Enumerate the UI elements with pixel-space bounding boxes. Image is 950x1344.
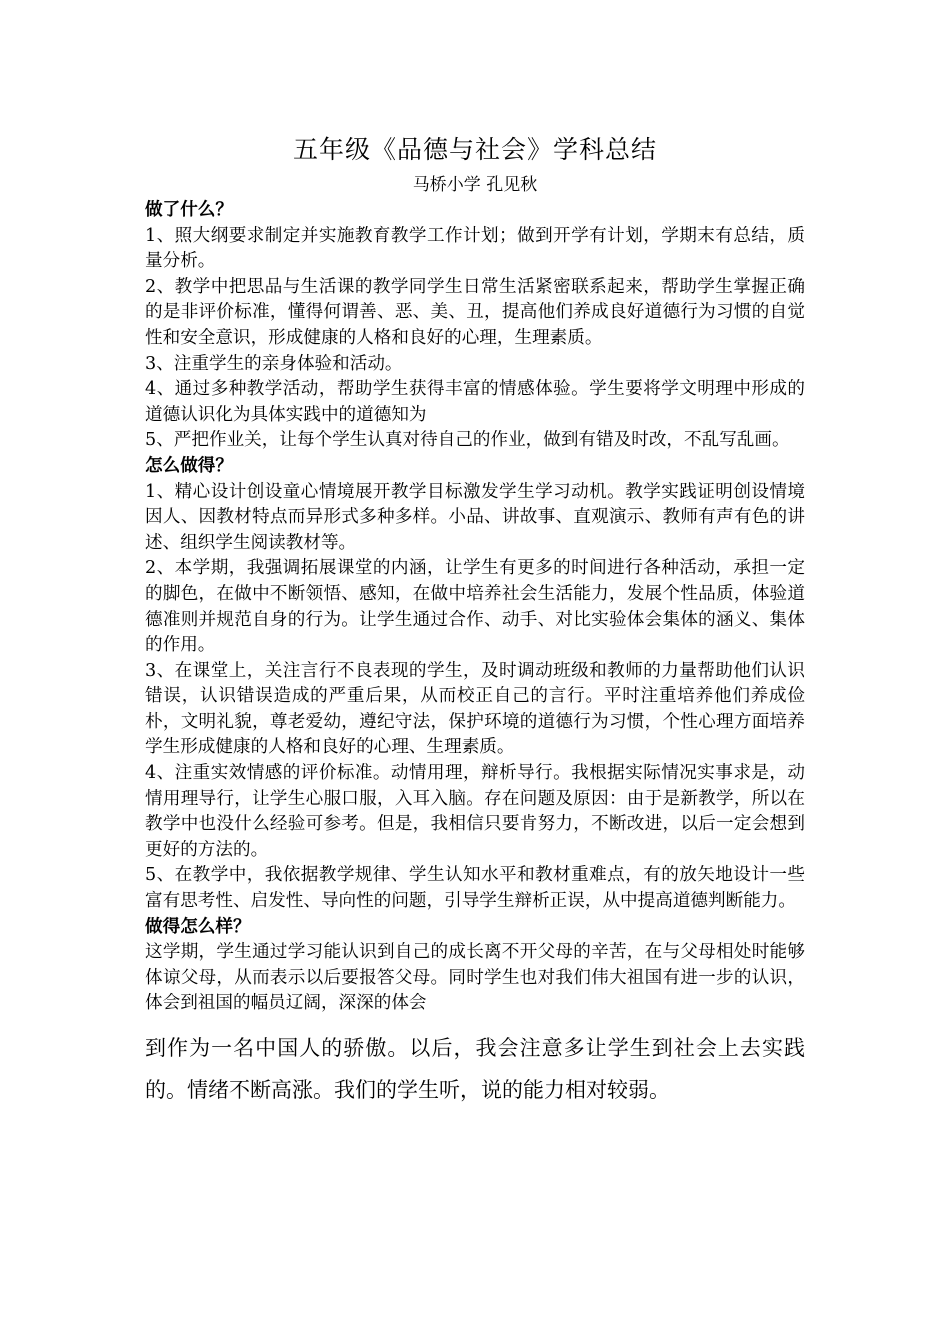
section-heading-how: 怎么做得？	[145, 455, 233, 476]
paragraph: 1、照大纲要求制定并实施教育教学工作计划；做到开学有计划，学期末有总结，质量分析。	[145, 225, 805, 272]
section-heading-results: 做得怎么样？	[145, 916, 251, 937]
document-body	[145, 198, 805, 1111]
paragraph: 4、通过多种教学活动，帮助学生获得丰富的情感体验。学生要将学文明理中形成的道德认识化为具体实践中的道德知为	[145, 379, 805, 425]
document-author: 马桥小学 孔见秋	[412, 175, 538, 195]
document-title: 五年级《品德与社会》学科总结	[292, 135, 657, 164]
closing-paragraph: 到作为一名中国人的骄傲。以后，我会注意多让学生到社会上去实践的。情绪不断高涨。我们的学生听，说的能力相对较弱。	[145, 1036, 805, 1102]
paragraph: 2、本学期，我强调拓展课堂的内涵，让学生有更多的时间进行各种活动，承担一定的脚色，在做中不断领悟、感知，在做中培养社会生活能力，发展个性品质，体验道德准则并规范自身的行为。让学生通过合作、动手、对比实验体会集体的涵义、集体的作用。	[145, 558, 805, 656]
paragraph: 1、精心设计创设童心情境展开教学目标激发学生学习动机。教学实践证明创设情境因人、因教材特点而异形式多种多样。小品、讲故事、直观演示、教师有声有色的讲述、组织学生阅读教材等。	[145, 481, 805, 553]
paragraph: 2、教学中把思品与生活课的教学同学生日常生活紧密联系起来，帮助学生掌握正确的是非评价标准，懂得何谓善、恶、美、丑，提高他们养成良好道德行为习惯的自觉性和安全意识，形成健康的人格和良好的心理，生理素质。	[145, 276, 805, 348]
paragraph: 5、在教学中，我依据教学规律、学生认知水平和教材重难点，有的放矢地设计一些富有思考性、启发性、导向性的问题，引导学生辩析正误，从中提高道德判断能力。	[145, 865, 805, 912]
paragraph: 这学期，学生通过学习能认识到自己的成长离不开父母的辛苦，在与父母相处时能够体谅父母，从而表示以后要报答父母。同时学生也对我们伟大祖国有进一步的认识，体会到祖国的幅员辽阔，深深的体会	[145, 942, 805, 1014]
paragraph: 3、在课堂上，关注言行不良表现的学生，及时调动班级和教师的力量帮助他们认识错误，认识错误造成的严重后果，从而校正自己的言行。平时注重培养他们养成俭朴，文明礼貌，尊老爱幼，遵纪守法，保护环境的道德行为习惯，个性心理方面培养学生形成健康的人格和良好的心理、生理素质。	[145, 660, 805, 758]
paragraph: 5、严把作业关，让每个学生认真对待自己的作业，做到有错及时改，不乱写乱画。	[145, 430, 790, 451]
paragraph: 4、注重实效情感的评价标准。动情用理，辩析导行。我根据实际情况实事求是，动情用理导行，让学生心服口服，入耳入脑。存在问题及原因：由于是新教学，所以在教学中也没什么经验可参考。但是，我相信只要肯努力，不断改进，以后一定会想到更好的方法的。	[145, 763, 805, 860]
section-heading-what: 做了什么？	[145, 200, 233, 220]
paragraph: 3、注重学生的亲身体验和活动。	[145, 353, 403, 374]
